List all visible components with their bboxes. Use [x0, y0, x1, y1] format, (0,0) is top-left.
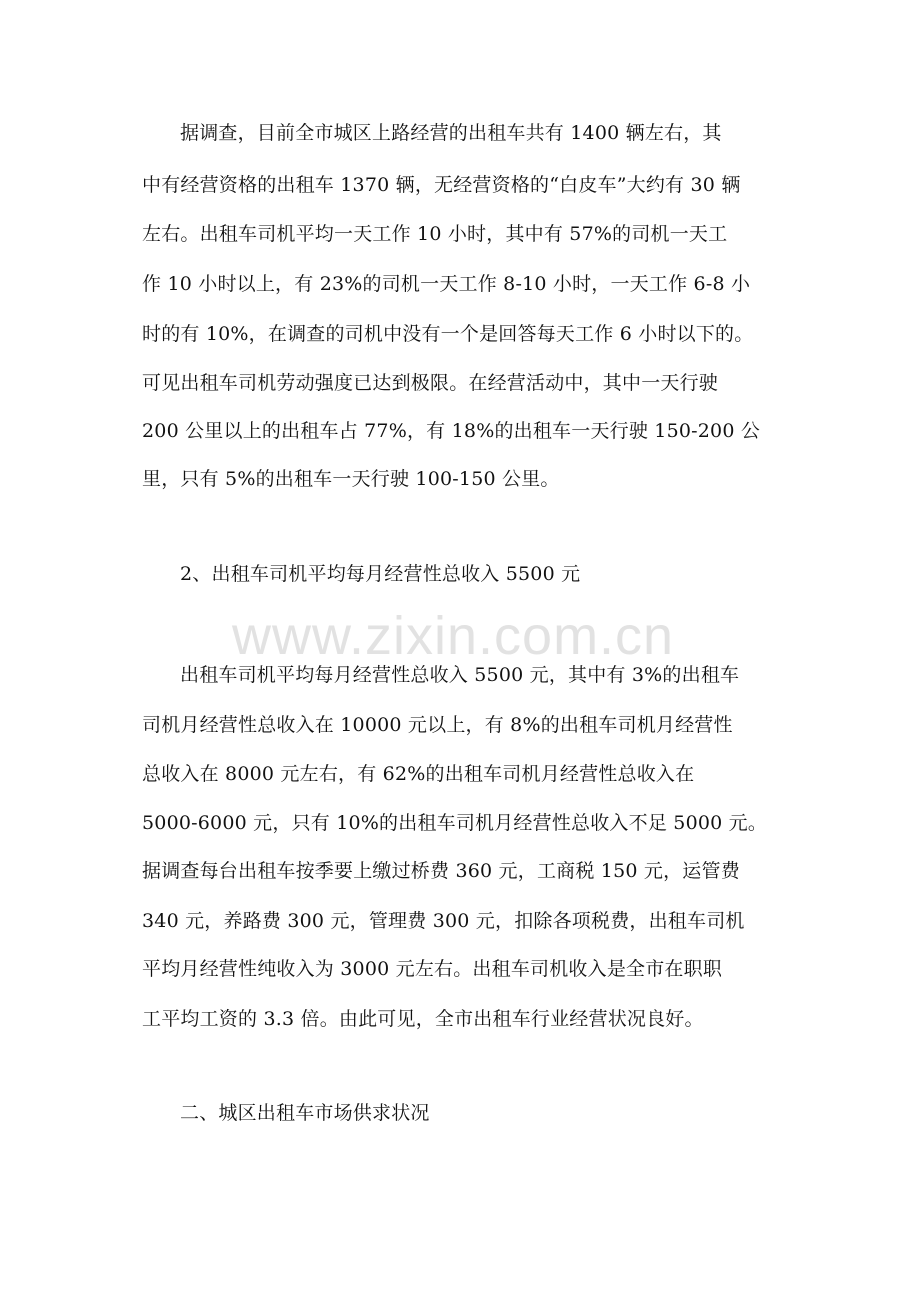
paragraph-line: 作 10 小时以上，有 23%的司机一天工作 8-10 小时，一天工作 6-8 小 — [142, 273, 751, 295]
paragraph-line: 中有经营资格的出租车 1370 辆，无经营资格的“白皮车”大约有 30 辆 — [142, 174, 741, 196]
paragraph-line: 据调查，目前全市城区上路经营的出租车共有 1400 辆左右，其 — [180, 122, 722, 144]
paragraph-line: 左右。出租车司机平均一天工作 10 小时，其中有 57%的司机一天工 — [142, 223, 728, 245]
paragraph-line: 出租车司机平均每月经营性总收入 5500 元，其中有 3%的出租车 — [180, 664, 740, 686]
paragraph-line: 200 公里以上的出租车占 77%，有 18%的出租车一天行驶 150-200 公 — [142, 420, 761, 442]
section-heading-income: 2、出租车司机平均每月经营性总收入 5500 元 — [180, 563, 581, 585]
paragraph-line: 司机月经营性总收入在 10000 元以上，有 8%的出租车司机月经营性 — [142, 714, 733, 736]
paragraph-line: 可见出租车司机劳动强度已达到极限。在经营活动中，其中一天行驶 — [142, 372, 719, 394]
watermark: www.zixin.com.cn — [232, 606, 675, 666]
paragraph-line: 5000-6000 元，只有 10%的出租车司机月经营性总收入不足 5000 元。 — [142, 812, 768, 834]
paragraph-line: 平均月经营性纯收入为 3000 元左右。出租车司机收入是全市在职职 — [142, 958, 723, 980]
paragraph-line: 340 元，养路费 300 元，管理费 300 元，扣除各项税费，出租车司机 — [142, 910, 745, 932]
paragraph-line: 工平均工资的 3.3 倍。由此可见，全市出租车行业经营状况良好。 — [142, 1008, 704, 1030]
section-heading-supply-demand: 二、城区出租车市场供求状况 — [180, 1102, 430, 1124]
paragraph-line: 里，只有 5%的出租车一天行驶 100-150 公里。 — [142, 468, 560, 490]
paragraph-line: 时的有 10%，在调查的司机中没有一个是回答每天工作 6 小时以下的。 — [142, 323, 754, 345]
paragraph-line: 据调查每台出租车按季要上缴过桥费 360 元，工商税 150 元，运管费 — [142, 860, 740, 882]
paragraph-line: 总收入在 8000 元左右，有 62%的出租车司机月经营性总收入在 — [142, 763, 695, 785]
